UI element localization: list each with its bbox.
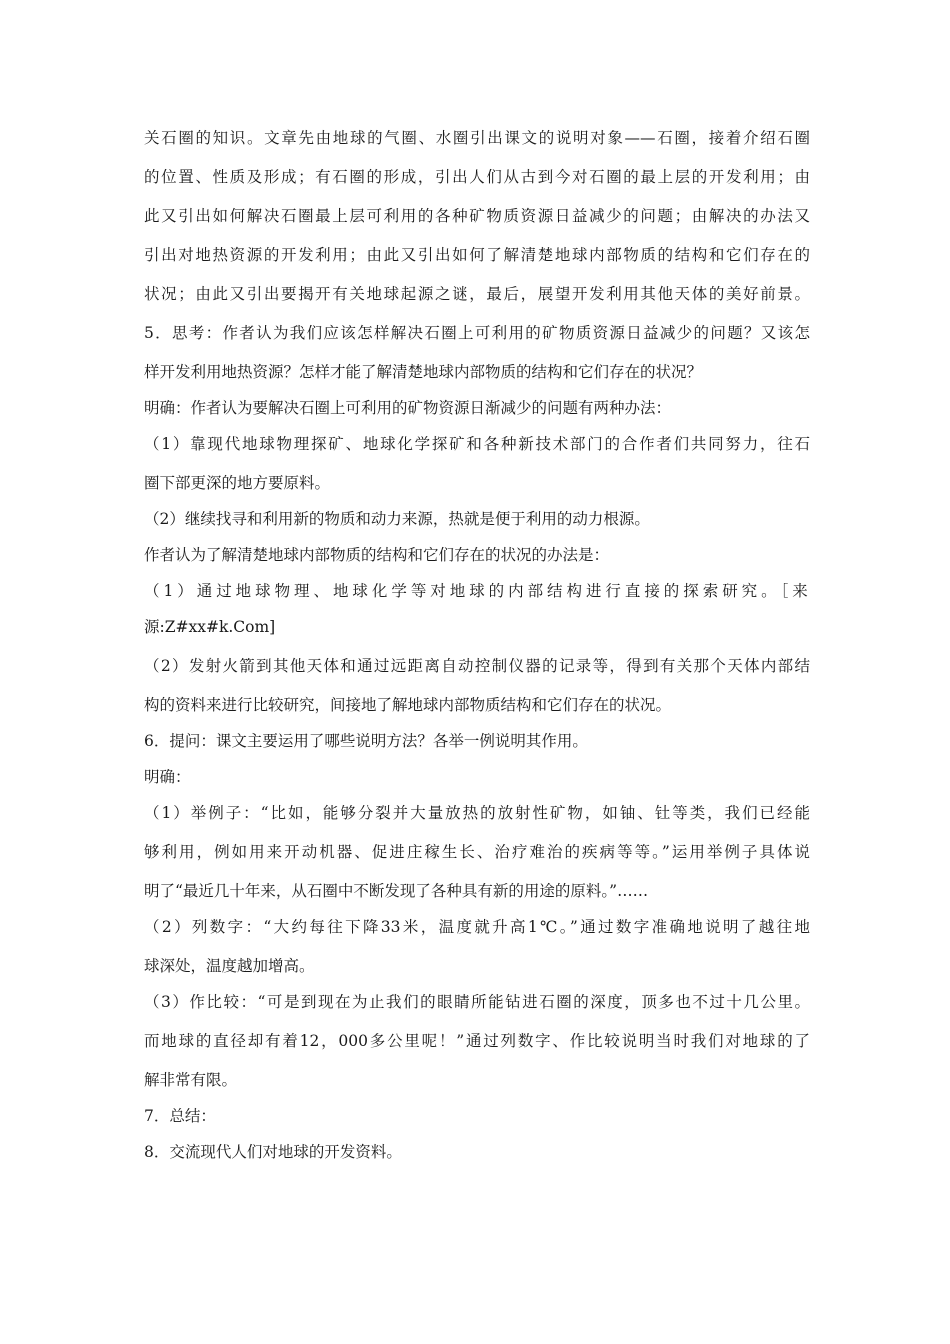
- method-item-line: （3）作比较：“可是到现在为止我们的眼睛所能钻进石圈的深度，顶多也不过十几公里。: [144, 993, 810, 1011]
- answer-item-line: 构的资料来进行比较研究，间接地了解地球内部物质结构和它们存在的状况。: [144, 696, 672, 714]
- paragraph-line: 此又引出如何解决石圈最上层可利用的各种矿物质资源日益减少的问题；由解决的办法又: [144, 207, 810, 225]
- method-item-line: （1）举例子：“比如，能够分裂并大量放热的放射性矿物，如铀、钍等类，我们已经能: [144, 804, 810, 822]
- answer-item-line: 圈下部更深的地方要原料。: [144, 474, 331, 492]
- question-5-line: 5．思考：作者认为我们应该怎样解决石圈上可利用的矿物质资源日益减少的问题？又该怎: [144, 324, 810, 342]
- method-item-line: 明了“最近几十年来，从石圈中不断发现了各种具有新的用途的原料。”……: [144, 882, 649, 900]
- paragraph-line: 的位置、性质及形成；有石圈的形成，引出人们从古到今对石圈的最上层的开发利用；由: [144, 168, 810, 186]
- exchange-heading: 8．交流现代人们对地球的开发资料。: [144, 1143, 402, 1161]
- method-item-line: （2）列数字：“大约每往下降33米，温度就升高1℃。”通过数字准确地说明了越往地: [144, 918, 810, 936]
- answer-item-line: （1）通过地球物理、地球化学等对地球的内部结构进行直接的探索研究。［来: [144, 582, 810, 600]
- answer-heading: 明确：作者认为要解决石圈上可利用的矿物资源日渐减少的问题有两种办法：: [144, 399, 672, 417]
- paragraph-line: 关石圈的知识。文章先由地球的气圈、水圈引出课文的说明对象——石圈，接着介绍石圈: [144, 129, 810, 147]
- source-watermark-text: 源:Z#xx#k.Com]: [144, 618, 276, 636]
- answer-heading: 明确：: [144, 768, 191, 786]
- answer-item-line: （2）发射火箭到其他天体和通过远距离自动控制仪器的记录等，得到有关那个天体内部结: [144, 657, 810, 675]
- answer-heading: 作者认为了解清楚地球内部物质的结构和它们存在的状况的办法是：: [144, 546, 610, 564]
- question-5-line: 样开发利用地热资源？怎样才能了解清楚地球内部物质的结构和它们存在的状况？: [144, 363, 703, 381]
- answer-item-line: （1）靠现代地球物理探矿、地球化学探矿和各种新技术部门的合作者们共同努力，往石: [144, 435, 810, 453]
- paragraph-line: 状况；由此又引出要揭开有关地球起源之谜，最后，展望开发利用其他天体的美好前景。: [144, 285, 810, 303]
- paragraph-line: 引出对地热资源的开发利用；由此又引出如何了解清楚地球内部物质的结构和它们存在的: [144, 246, 810, 264]
- method-item-line: 球深处，温度越加增高。: [144, 957, 315, 975]
- method-item-line: 而地球的直径却有着12，000多公里呢！”通过列数字、作比较说明当时我们对地球的了: [144, 1032, 810, 1050]
- method-item-line: 解非常有限。: [144, 1071, 238, 1089]
- question-6-line: 6．提问：课文主要运用了哪些说明方法？各举一例说明其作用。: [144, 732, 588, 750]
- summary-heading: 7．总结：: [144, 1107, 216, 1125]
- method-item-line: 够利用，例如用来开动机器、促进庄稼生长、治疗难治的疾病等等。”运用举例子具体说: [144, 843, 810, 861]
- answer-item-line: （2）继续找寻和利用新的物质和动力来源，热就是便于利用的动力根源。: [144, 510, 650, 528]
